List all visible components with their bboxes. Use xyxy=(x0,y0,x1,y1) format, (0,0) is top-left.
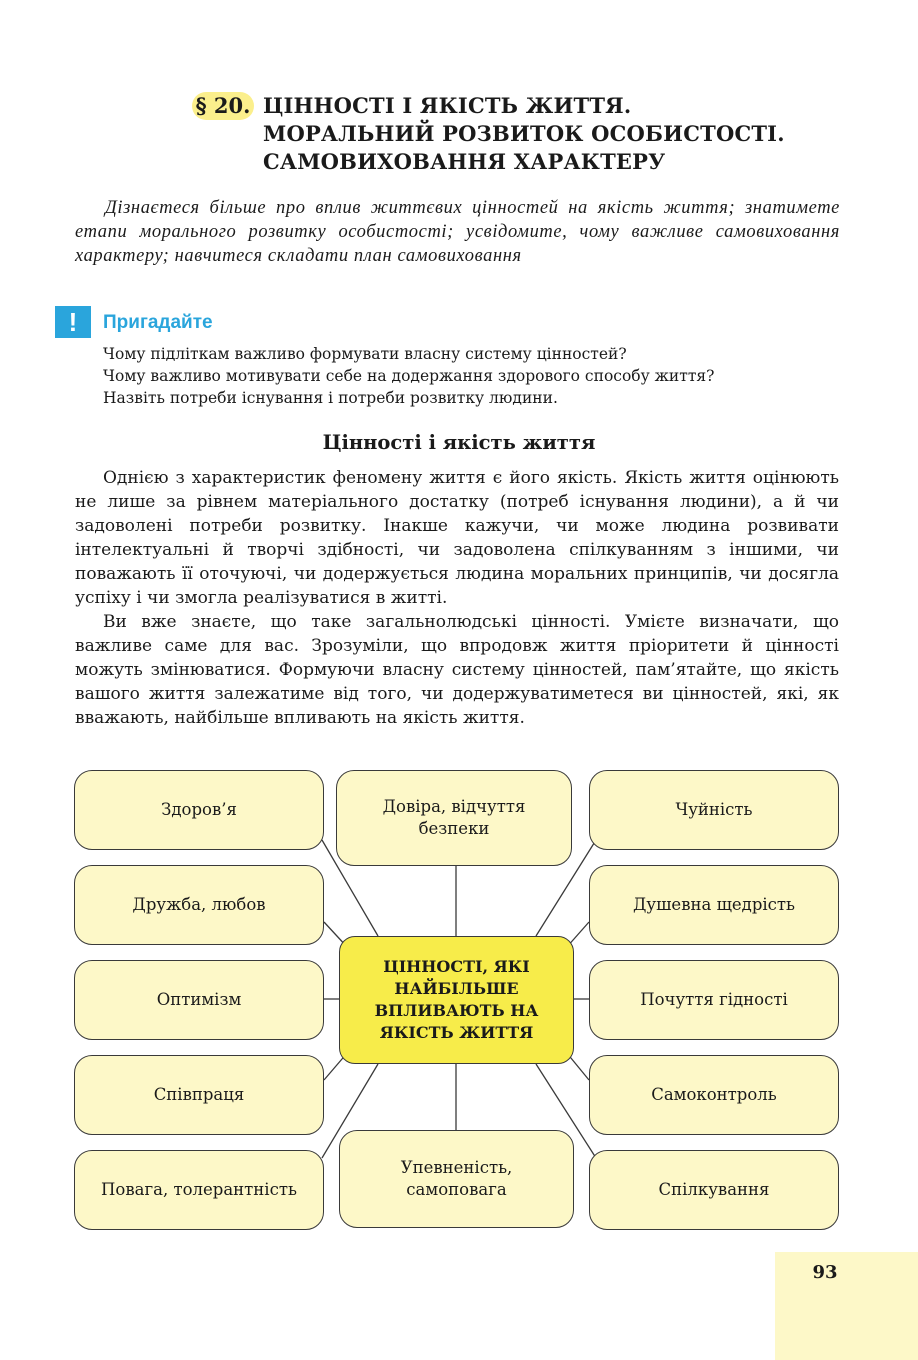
remember-title: Пригадайте xyxy=(103,312,213,333)
question-1: Чому підліткам важливо формувати власну систему цінностей? xyxy=(103,345,627,363)
value-box-friendship xyxy=(74,865,324,945)
value-label: Душевна щедрість xyxy=(632,895,796,914)
paragraph-number: § 20. xyxy=(192,92,254,120)
value-box-optimism xyxy=(74,960,324,1040)
value-label: Дружба, любов xyxy=(132,895,266,914)
value-box-self-control xyxy=(589,1055,839,1135)
value-box-health xyxy=(74,770,324,850)
value-label: Здоров’я xyxy=(161,800,237,819)
title-line-2: МОРАЛЬНИЙ РОЗВИТОК ОСОБИСТОСТІ. xyxy=(263,121,785,146)
value-label: Самоконтроль xyxy=(651,1085,777,1104)
value-box-generosity xyxy=(589,865,839,945)
value-label: Співпраця xyxy=(153,1085,245,1104)
question-2: Чому важливо мотивувати себе на додержання здорового способу життя? xyxy=(103,367,715,385)
exclamation-icon: ! xyxy=(55,306,91,338)
center-label: ЦІННОСТІ, ЯКІ НАЙБІЛЬШЕ ВПЛИВАЮТЬ НА ЯКІСТЬ ЖИТТЯ xyxy=(374,957,539,1042)
diagram-center xyxy=(339,936,574,1064)
value-box-empathy xyxy=(589,770,839,850)
question-3: Назвіть потреби існування і потреби розвитку людини. xyxy=(103,389,558,407)
title-line-3: САМОВИХОВАННЯ ХАРАКТЕРУ xyxy=(263,149,666,174)
value-box-trust xyxy=(336,770,572,866)
value-label: Чуйність xyxy=(675,800,753,819)
value-label: Упевненість, самоповага xyxy=(400,1158,513,1199)
value-box-cooperation xyxy=(74,1055,324,1135)
value-label: Повага, толерантність xyxy=(101,1180,297,1199)
value-label: Спілкування xyxy=(658,1180,770,1199)
section-title: Цінності і якість життя xyxy=(322,431,596,454)
value-box-respect xyxy=(74,1150,324,1230)
value-box-confidence xyxy=(339,1130,574,1228)
paragraph-2: Ви вже знаєте, що таке загальнолюдські цінності. Умієте визначати, що важливе саме для вас. Зрозуміли, що впродовж життя пріоритети й цінності можуть змінюватися. Формуючи власну систему цінностей, пам’ятайте, що якість вашого життя залежатиме від того, чи додержуватиметеся ви цінностей, які, як вважають, найбільше впливають на якість життя. xyxy=(75,612,839,728)
value-label: Довіра, відчуття безпеки xyxy=(382,797,526,838)
page-number: 93 xyxy=(812,1262,838,1283)
intro-text: Дізнаєтеся більше про вплив життєвих цінностей на якість життя; знатимете етапи морального розвитку особистості; усвідомите, чому важливе самовиховання характеру; навчитеся складати план самовиховання xyxy=(75,198,840,266)
value-label: Почуття гідності xyxy=(640,990,788,1009)
value-box-dignity xyxy=(589,960,839,1040)
value-label: Оптимізм xyxy=(156,990,242,1009)
value-box-communication xyxy=(589,1150,839,1230)
paragraph-1: Однією з характеристик феномену життя є його якість. Якість життя оцінюють не лише за рівнем матеріального достатку (потреб існування людини), а й чи задоволені потреби розвитку. Інакше кажучи, чи може людина розвивати інтелектуальні й творчі здібності, чи задоволена спілкуванням з іншими, чи поважають її оточуючі, чи додержується людина моральних принципів, чи досягла успіху і чи змогла реалізуватися в житті. xyxy=(75,468,839,608)
title-line-1: ЦІННОСТІ І ЯКІСТЬ ЖИТТЯ. xyxy=(263,93,632,118)
